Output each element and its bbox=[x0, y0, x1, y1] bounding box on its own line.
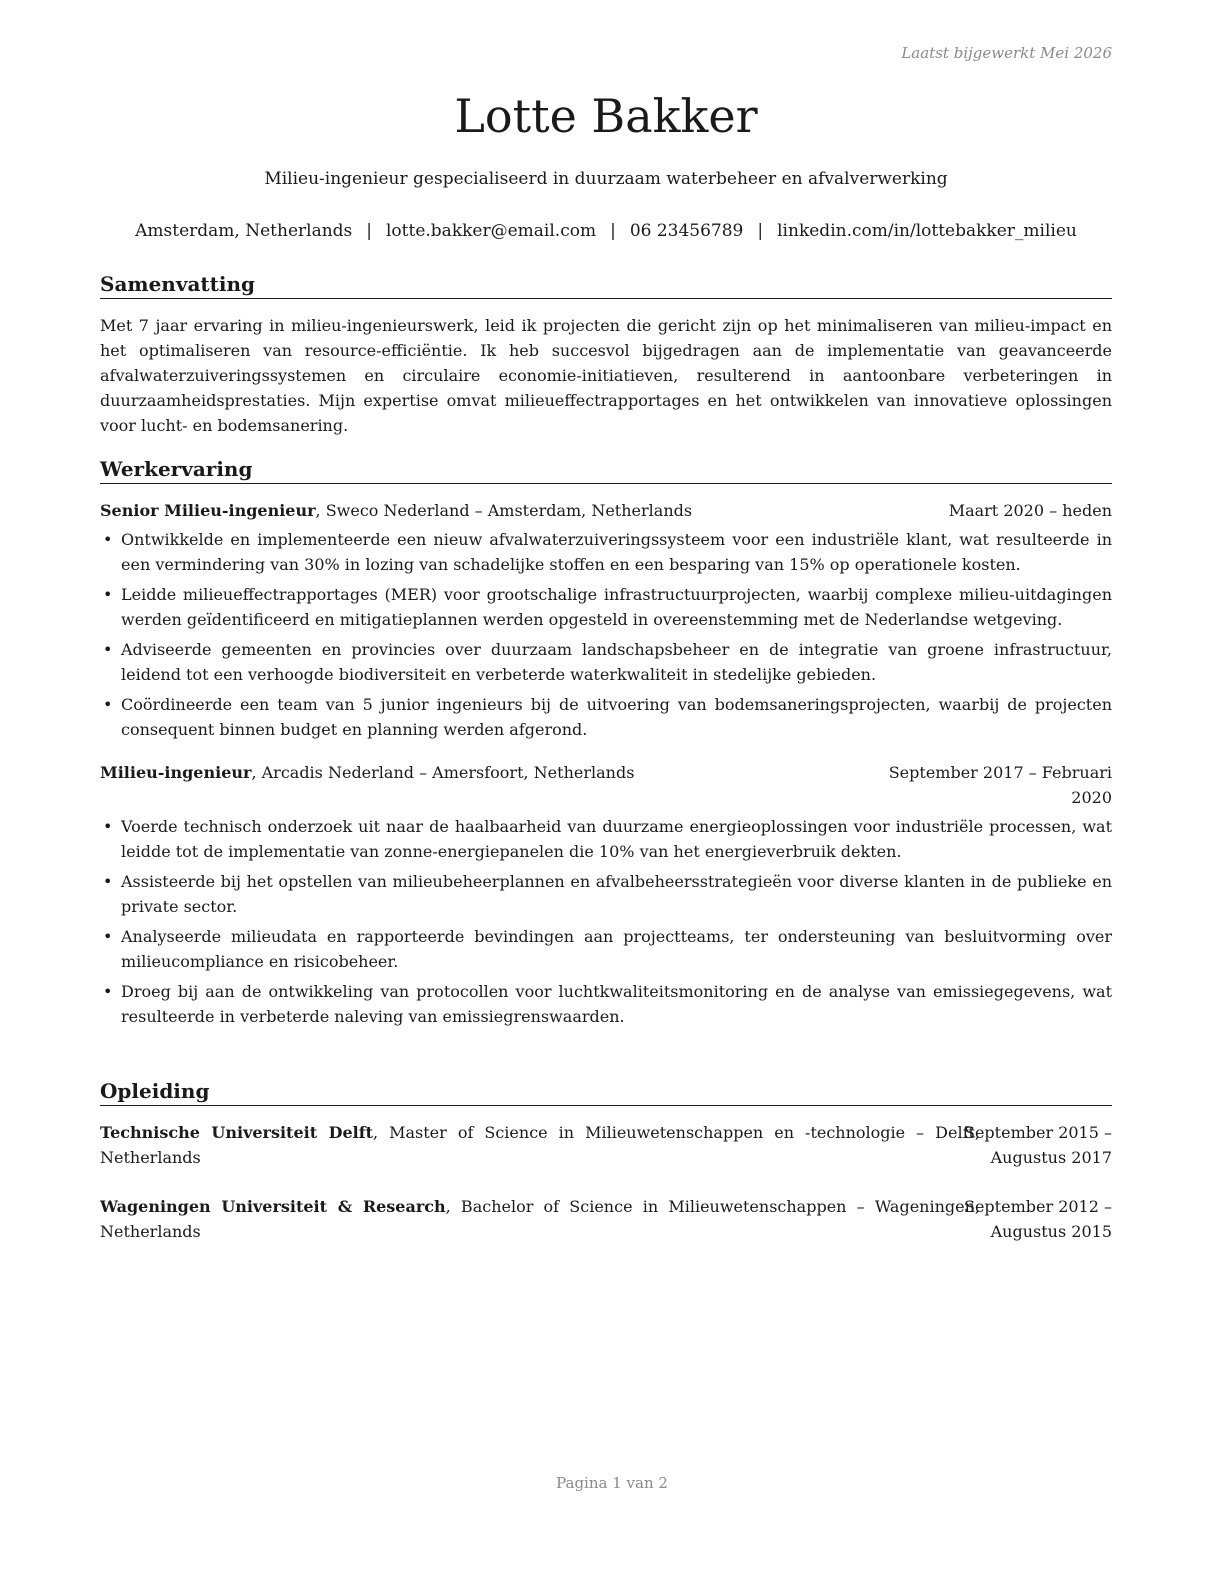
job-company: , Sweco Nederland – Amsterdam, Netherlands bbox=[315, 501, 693, 520]
list-item bbox=[100, 692, 1112, 742]
section-title-experience: Werkervaring bbox=[100, 456, 1112, 484]
bullet-text: Voerde technisch onderzoek uit naar de haalbaarheid van duurzame energieoplossingen voor industriële processen, wat leidde tot de implementatie van zonne-energiepanelen die 10% van het energieverbruik dekten. bbox=[121, 817, 1112, 861]
job-bullets bbox=[100, 527, 1112, 742]
list-item bbox=[100, 869, 1112, 919]
list-item bbox=[100, 979, 1112, 1029]
bullet-icon: • bbox=[103, 982, 113, 1001]
job-dates: Maart 2020 – heden bbox=[948, 501, 1112, 520]
bullet-text: Analyseerde milieudata en rapporteerde bevindingen aan projectteams, ter ondersteuning van besluitvorming over milieucompliance en risicobeheer. bbox=[121, 927, 1112, 971]
education-description bbox=[100, 1194, 980, 1244]
bullet-icon: • bbox=[103, 817, 113, 836]
education-details: , Master of Science in Milieuwetenschappen en -technologie – Delft, Netherlands bbox=[100, 1123, 981, 1167]
candidate-tagline: Milieu-ingenieur gespecialiseerd in duurzaam waterbeheer en afvalverwerking bbox=[264, 169, 948, 189]
contact-linkedin[interactable]: linkedin.com/in/lottebakker_milieu bbox=[777, 221, 1077, 241]
job-dates: September 2017 – Februari 2020 bbox=[888, 763, 1112, 807]
job-header bbox=[100, 760, 1112, 810]
page-number: Pagina 1 van 2 bbox=[556, 1474, 668, 1492]
bullet-icon: • bbox=[103, 530, 113, 549]
education-dates: September 2015 – Augustus 2017 bbox=[964, 1123, 1112, 1167]
candidate-name: Lotte Bakker bbox=[454, 89, 758, 143]
job-header bbox=[100, 498, 1112, 523]
education-section bbox=[100, 1078, 1112, 1244]
bullet-icon: • bbox=[103, 927, 113, 946]
education-entry bbox=[100, 1120, 1112, 1170]
summary-section bbox=[100, 271, 1112, 438]
contact-location: Amsterdam, Netherlands bbox=[135, 221, 353, 241]
bullet-text: Ontwikkelde en implementeerde een nieuw afvalwaterzuiveringssysteem voor een industriële klant, wat resulteerde in een vermindering van 30% in lozing van schadelijke stoffen en een besparing van 15% op operationele kosten. bbox=[121, 530, 1112, 574]
bullet-text: Adviseerde gemeenten en provincies over duurzaam landschapsbeheer en de integratie van groene infrastructuur, leidend tot een verhoogde biodiversiteit en verbeterde waterkwaliteit in stedelijke gebieden. bbox=[121, 640, 1112, 684]
contact-separator: | bbox=[757, 221, 764, 241]
list-item bbox=[100, 637, 1112, 687]
contact-separator: | bbox=[610, 221, 616, 241]
experience-section bbox=[100, 456, 1112, 1034]
bullet-icon: • bbox=[103, 640, 113, 659]
bullet-icon: • bbox=[103, 585, 113, 604]
bullet-icon: • bbox=[103, 695, 113, 714]
job-role: Senior Milieu-ingenieur bbox=[100, 501, 316, 520]
education-institution: Wageningen Universiteit & Research bbox=[100, 1197, 446, 1216]
section-title-summary: Samenvatting bbox=[100, 271, 1112, 299]
contact-email[interactable]: lotte.bakker@email.com bbox=[386, 221, 597, 241]
education-entry bbox=[100, 1194, 1112, 1244]
bullet-text: Droeg bij aan de ontwikkeling van protocollen voor luchtkwaliteitsmonitoring en de analyse van emissiegegevens, wat resulteerde in verbeterde naleving van emissiegrenswaarden. bbox=[121, 982, 1112, 1026]
job-company: , Arcadis Nederland – Amersfoort, Netherlands bbox=[251, 763, 635, 782]
education-description bbox=[100, 1120, 980, 1170]
list-item bbox=[100, 814, 1112, 864]
education-institution: Technische Universiteit Delft bbox=[100, 1123, 374, 1142]
education-details: , Bachelor of Science in Milieuwetenschappen – Wageningen, Netherlands bbox=[100, 1197, 980, 1241]
bullet-text: Coördineerde een team van 5 junior ingenieurs bij de uitvoering van bodemsaneringsprojecten, waarbij de projecten consequent binnen budget en planning werden afgerond. bbox=[121, 695, 1112, 739]
job-entry bbox=[100, 498, 1112, 742]
last-updated-note: Laatst bijgewerkt Mei 2026 bbox=[901, 44, 1112, 62]
job-entry bbox=[100, 760, 1112, 1029]
bullet-text: Leidde milieueffectrapportages (MER) voor grootschalige infrastructuurprojecten, waarbij complexe milieu-uitdagingen werden geïdentificeerd en mitigatieplannen werden opgesteld in overeenstemming met de Nederlandse wetgeving. bbox=[121, 585, 1112, 629]
summary-text: Met 7 jaar ervaring in milieu-ingenieurswerk, leid ik projecten die gericht zijn op het minimaliseren van milieu-impact en het optimaliseren van resource-efficiëntie. Ik heb succesvol bijgedragen aan de implementatie van geavanceerde afvalwaterzuiveringssystemen en circulaire economie-initiatieven, resulterend in aantoonbare verbeteringen in duurzaamheidsprestaties. Mijn expertise omvat milieueffectrapportages en het ontwikkelen van innovatieve oplossingen voor lucht- en bodemsanering. bbox=[100, 316, 1112, 435]
contact-line bbox=[100, 219, 1112, 243]
bullet-icon: • bbox=[103, 872, 113, 891]
job-role: Milieu-ingenieur bbox=[100, 763, 252, 782]
contact-separator: | bbox=[366, 221, 372, 241]
education-dates: September 2012 – Augustus 2015 bbox=[964, 1197, 1112, 1241]
bullet-text: Assisteerde bij het opstellen van milieubeheerplannen en afvalbeheersstrategieën voor diverse klanten in de publieke en private sector. bbox=[121, 872, 1112, 916]
list-item bbox=[100, 924, 1112, 974]
section-title-education: Opleiding bbox=[100, 1078, 1112, 1106]
job-bullets bbox=[100, 814, 1112, 1029]
list-item bbox=[100, 582, 1112, 632]
list-item bbox=[100, 527, 1112, 577]
contact-phone[interactable]: 06 23456789 bbox=[629, 221, 744, 241]
